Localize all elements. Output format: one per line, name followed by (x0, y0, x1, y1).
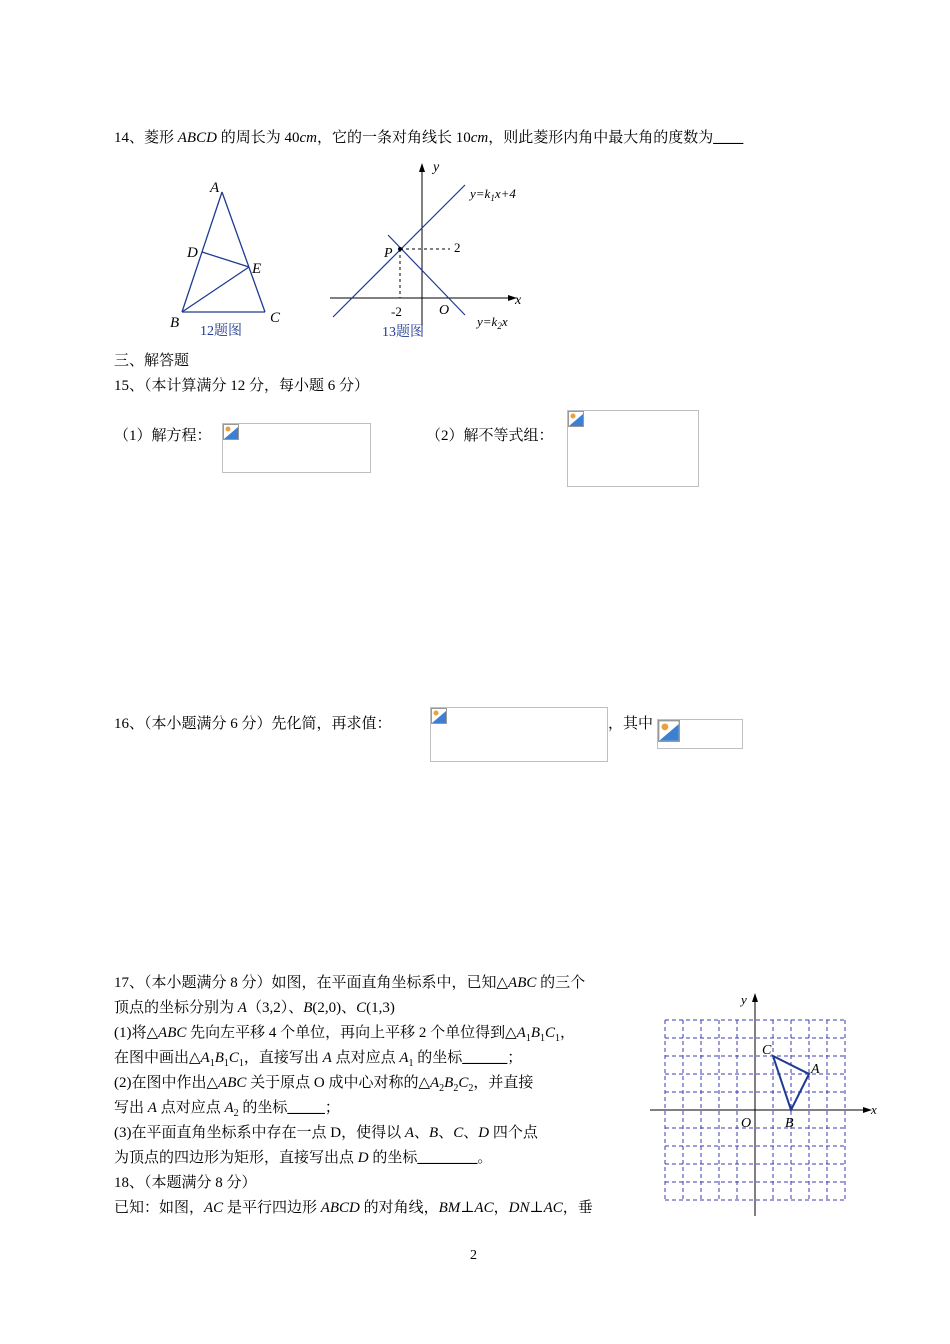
grid-origin: O (741, 1116, 752, 1131)
fig13-point-p: P (384, 246, 393, 261)
text-fragment: ABCD (320, 1200, 360, 1216)
q14-part: 的周长为 40 (216, 130, 300, 146)
q15-part1: （1）解方程： (114, 428, 212, 444)
text-fragment: A (516, 1025, 526, 1041)
fig12-caption: 12题图 (200, 324, 242, 339)
text-fragment: 、 (463, 1125, 479, 1141)
text-fragment: 2 (453, 1083, 459, 1094)
text-fragment: 的坐标 (368, 1150, 418, 1166)
text-fragment: DN (508, 1200, 530, 1216)
text-fragment: 1 (408, 1058, 414, 1069)
fig13-y-label: y (433, 160, 440, 175)
text-fragment: A (224, 1100, 234, 1116)
text-fragment: C (458, 1075, 469, 1091)
fig12-label-c: C (270, 310, 281, 326)
text-fragment: 的三个 (536, 975, 586, 991)
text-fragment: ________ (417, 1150, 478, 1166)
q14-part: 14、菱形 (114, 130, 178, 146)
text-fragment: AC (204, 1200, 224, 1216)
text-fragment: ，垂 (562, 1200, 593, 1216)
text-fragment: ，并直接 (473, 1075, 534, 1091)
text-fragment: ABC (508, 975, 537, 991)
figure-13 (325, 155, 535, 345)
text-fragment: 1 (209, 1058, 215, 1069)
q17-line8 (114, 1146, 492, 1170)
text-fragment: A (200, 1050, 210, 1066)
text-fragment: ； (507, 1050, 523, 1066)
text-fragment: (3)在平面直角坐标系中存在一点 D，使得以 (114, 1125, 405, 1141)
text-fragment: 1 (223, 1058, 229, 1069)
fig12-label-e: E (252, 261, 262, 277)
text-fragment: A (147, 1100, 157, 1116)
text-fragment: 1 (540, 1033, 546, 1044)
q14-text (114, 126, 743, 150)
text-fragment: (2,0)、 (312, 1000, 357, 1016)
text-fragment: A (404, 1125, 414, 1141)
page-number: 2 (470, 1248, 477, 1263)
text-fragment: 1 (238, 1058, 244, 1069)
fig13-x-label: x (515, 293, 522, 308)
expression-image (430, 707, 608, 762)
text-fragment: 的对角线， (359, 1200, 439, 1216)
text-fragment: 1 (525, 1033, 531, 1044)
fig13-line1-label (468, 186, 516, 203)
text-fragment: （3,2）、 (246, 1000, 304, 1016)
coordinate-grid-figure (645, 990, 885, 1220)
broken-image-icon (223, 424, 239, 440)
text-fragment: ； (324, 1100, 340, 1116)
text-fragment: 、 (414, 1125, 430, 1141)
text-fragment: 1 (490, 193, 495, 203)
text-fragment: 17、（本小题满分 8 分）如图，在平面直角坐标系中，已知△ (114, 975, 509, 991)
q14-unit: cm (299, 130, 317, 146)
text-fragment: 2 (233, 1108, 239, 1119)
text-fragment: C (545, 1025, 556, 1041)
q14-blank: ____ (713, 130, 744, 146)
fig13-caption: 13题图 (382, 325, 424, 340)
text-fragment: B (303, 1000, 313, 1016)
q15-part2: （2）解不等式组： (426, 428, 554, 444)
text-fragment: 为顶点的四边形为矩形，直接写出点 (114, 1150, 358, 1166)
text-fragment: 是平行四边形 (223, 1200, 321, 1216)
grid-point-b: B (785, 1116, 794, 1131)
inequality-image (567, 410, 699, 487)
text-fragment: C (453, 1125, 464, 1141)
broken-image-icon (658, 720, 680, 742)
text-fragment: ⊥ (529, 1200, 544, 1216)
text-fragment: ______ (462, 1050, 508, 1066)
text-fragment: (1,3) (366, 1000, 395, 1016)
fig12-label-d: D (187, 245, 198, 261)
q14-abcd: ABCD (177, 130, 217, 146)
text-fragment: 点对应点 (156, 1100, 225, 1116)
text-fragment: AC (543, 1200, 563, 1216)
grid-y-label: y (741, 992, 747, 1007)
fig12-label-b: B (170, 315, 180, 331)
text-fragment: 在图中画出△ (114, 1050, 201, 1066)
q18-line1 (114, 1196, 593, 1220)
text-fragment: 的坐标 (413, 1050, 463, 1066)
text-fragment: B (530, 1025, 541, 1041)
fig13-line2-label (475, 314, 508, 331)
text-fragment: 写出 (114, 1100, 148, 1116)
q17-line7 (114, 1121, 538, 1145)
text-fragment: D (478, 1125, 490, 1141)
text-fragment: ， (493, 1200, 509, 1216)
text-fragment: 关于原点 O 成中心对称的△ (246, 1075, 430, 1091)
q15-title: 15、（本计算满分 12 分，每小题 6 分） (114, 378, 370, 394)
equation-image (222, 423, 371, 473)
text-fragment: x+4 (494, 186, 516, 201)
figure-12 (160, 172, 300, 342)
text-fragment: 。 (477, 1150, 493, 1166)
value-image (657, 719, 743, 749)
text-fragment: A (237, 1000, 247, 1016)
text-fragment: ABC (158, 1025, 187, 1041)
text-fragment: (2)在图中作出△ (114, 1075, 219, 1091)
text-fragment: 2 (497, 321, 502, 331)
fig13-origin: O (439, 303, 450, 318)
text-fragment: A (322, 1050, 332, 1066)
fig13-tick-x: -2 (391, 304, 402, 319)
text-fragment: B (214, 1050, 224, 1066)
broken-image-icon (568, 411, 584, 427)
text-fragment: 点对应点 (331, 1050, 400, 1066)
section-heading: 三、解答题 (114, 353, 190, 369)
text-fragment: ， (560, 1025, 576, 1041)
text-fragment: 2 (439, 1083, 445, 1094)
grid-x-label: x (871, 1102, 877, 1117)
q17-line1 (114, 971, 585, 995)
text-fragment: 2 (468, 1083, 474, 1094)
text-fragment: 的坐标 (238, 1100, 288, 1116)
text-fragment: _____ (287, 1100, 325, 1116)
fig12-label-a: A (210, 180, 220, 196)
text-fragment: 、 (438, 1125, 454, 1141)
q14-unit: cm (470, 130, 489, 146)
text-fragment: ，直接写出 (243, 1050, 323, 1066)
q14-part: ，它的一条对角线长 10 (316, 130, 471, 146)
q18-title: 18、（本题满分 8 分） (114, 1175, 257, 1191)
text-fragment: 已知：如图， (114, 1200, 205, 1216)
text-fragment: y=k (477, 314, 498, 329)
text-fragment: 四个点 (489, 1125, 538, 1141)
text-fragment: x (501, 314, 508, 329)
text-fragment: B (444, 1075, 454, 1091)
text-fragment: C (228, 1050, 239, 1066)
text-fragment: C (356, 1000, 367, 1016)
text-fragment: ⊥ (460, 1200, 475, 1216)
text-fragment: 先向左平移 4 个单位，再向上平移 2 个单位得到△ (186, 1025, 517, 1041)
broken-image-icon (431, 708, 447, 724)
q16-text: 16、（本小题满分 6 分）先化简，再求值： (114, 716, 392, 732)
q14-part: ，则此菱形内角中最大角的度数为 (488, 130, 714, 146)
text-fragment: A (399, 1050, 409, 1066)
text-fragment: (1)将△ (114, 1025, 159, 1041)
q16-mid: ，其中 (608, 716, 654, 732)
text-fragment: y=k (470, 186, 491, 201)
text-fragment: AC (474, 1200, 494, 1216)
text-fragment: A (430, 1075, 440, 1091)
q17-line2 (114, 996, 395, 1020)
text-fragment: B (429, 1125, 439, 1141)
text-fragment: D (357, 1150, 369, 1166)
text-fragment: 顶点的坐标分别为 (114, 1000, 238, 1016)
grid-point-c: C (762, 1043, 772, 1058)
text-fragment: ABC (218, 1075, 247, 1091)
grid-point-a: A (811, 1062, 820, 1077)
text-fragment: BM (438, 1200, 461, 1216)
fig13-tick-y: 2 (454, 240, 461, 255)
text-fragment: 1 (555, 1033, 561, 1044)
